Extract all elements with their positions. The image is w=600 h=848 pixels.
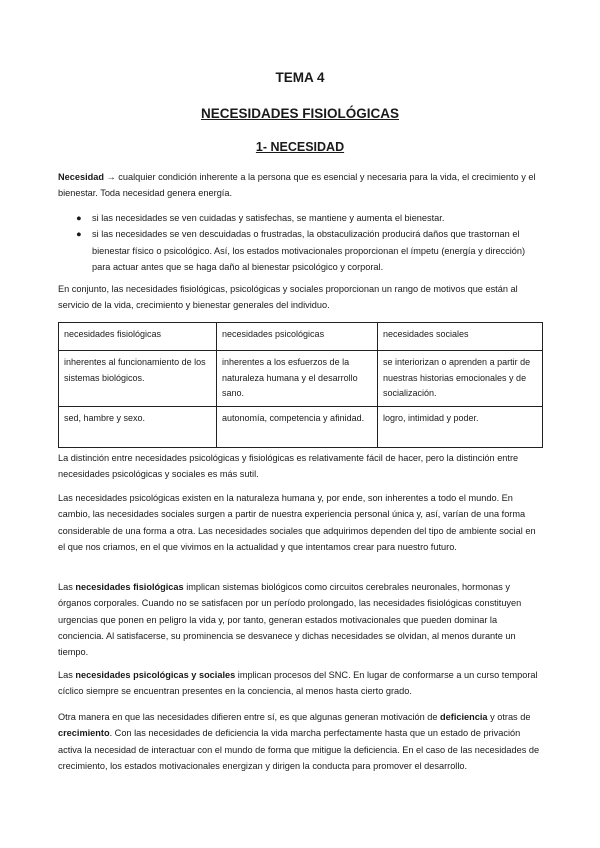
page-title: NECESIDADES FISIOLÓGICAS bbox=[200, 106, 400, 121]
bullet-list bbox=[58, 210, 542, 275]
table-header-cell: necesidades psicológicas bbox=[217, 323, 378, 351]
table-cell: logro, intimidad y poder. bbox=[378, 406, 543, 447]
table-header-cell: necesidades sociales bbox=[378, 323, 543, 351]
bullet-dot-icon: ● bbox=[76, 229, 82, 240]
list-item: ● si las necesidades se ven cuidadas y satisfechas, se mantiene y aumenta el bienestar. bbox=[58, 210, 542, 226]
table-header-cell: necesidades fisiológicas bbox=[59, 323, 217, 351]
paragraph-physiological: Las necesidades fisiológicas implican sistemas biológicos como circuitos cerebrales neuronales, hormonas y órganos corporales. Cuando no se satisfacen por un período prolongado, las necesidades fisiológicas constituyen urgencias que ponen en peligro la vida y, por tanto, generan estados motivacionales que pueden dominar la conciencia. Al satisfacerse, su prominencia se desvanece y dichas necesidades se olvidan, al menos durante un tiempo. bbox=[58, 582, 522, 658]
definition-text: cualquier condición inherente a la persona que es esencial y necesaria para la vida, el crecimiento y el bienestar. Toda necesidad genera energía. bbox=[58, 172, 536, 199]
definition-term: Necesidad bbox=[58, 172, 104, 182]
paragraph-distinction: La distinción entre necesidades psicológicas y fisiológicas es relativamente fácil de hacer, pero la distinción entre necesidades psicológicas y sociales es más sutil. bbox=[58, 453, 519, 480]
table-header-row bbox=[59, 323, 543, 351]
paragraph-deficiency-growth: Otra manera en que las necesidades difieren entre sí, es que algunas generan motivación de deficiencia y otras de crecimiento. Con las necesidades de deficiencia la vida marcha perfectamente hasta que un estado de privación activa la necesidad de interactuar con el mundo de forma que mitigue la deficiencia. En el caso de las necesidades de crecimiento, los estados motivacionales energizan y dirigen la conducta para promover el desarrollo. bbox=[58, 712, 540, 771]
bold-term: necesidades psicológicas y sociales bbox=[75, 670, 236, 680]
arrow-symbol: → bbox=[103, 172, 119, 182]
list-item: ● si las necesidades se ven descuidadas o frustradas, la obstaculización producirá daños que trastornan el bienestar físico o psicológico. Así, los estados motivacionales proporcionan el ímpetu (energía y dirección) para actuar antes que se haga daño al bienestar psicológico y corporal. bbox=[58, 226, 542, 275]
paragraph-psychological-processes: Las necesidades psicológicas y sociales implican procesos del SNC. En lugar de conformarse a un curso temporal cíclico siempre se encuentran presentes en la conciencia, al menos hasta cierto grado. bbox=[58, 670, 538, 697]
table-cell: autonomía, competencia y afinidad. bbox=[217, 406, 378, 447]
table-cell: inherentes a los esfuerzos de la naturaleza humana y el desarrollo sano. bbox=[217, 351, 378, 407]
needs-table bbox=[58, 322, 543, 448]
bold-term: crecimiento bbox=[58, 728, 110, 739]
chapter-label: TEMA 4 bbox=[275, 70, 325, 85]
bold-term: deficiencia bbox=[440, 712, 488, 722]
table-row bbox=[59, 406, 543, 447]
intro-paragraph: En conjunto, las necesidades fisiológicas, psicológicas y sociales proporcionan un rango de motivos que están al servicio de la vida, crecimiento y bienestar generales del individuo. bbox=[58, 284, 518, 311]
definition-paragraph bbox=[58, 169, 542, 202]
table-cell: se interiorizan o aprenden a partir de nuestras historias emocionales y de socialización. bbox=[378, 351, 543, 407]
bold-term: necesidades fisiológicas bbox=[75, 582, 184, 592]
section-heading: 1- NECESIDAD bbox=[255, 140, 345, 154]
paragraph-psychological-social: Las necesidades psicológicas existen en la naturaleza humana y, por ende, son inherentes a todo el mundo. En cambio, las necesidades sociales surgen a partir de nuestra experiencia personal única y, así, varían de una forma considerable de una forma a otra. Las necesidades sociales que adquirimos dependen del tipo de ambiente social en el que nos criamos, en el que vivimos en la actualidad y que intentamos crear para nuestro futuro. bbox=[58, 493, 536, 552]
bullet-dot-icon: ● bbox=[76, 213, 82, 223]
table-cell: inherentes al funcionamiento de los sistemas biológicos. bbox=[59, 351, 217, 407]
table-cell: sed, hambre y sexo. bbox=[59, 406, 217, 447]
table-row bbox=[59, 351, 543, 407]
